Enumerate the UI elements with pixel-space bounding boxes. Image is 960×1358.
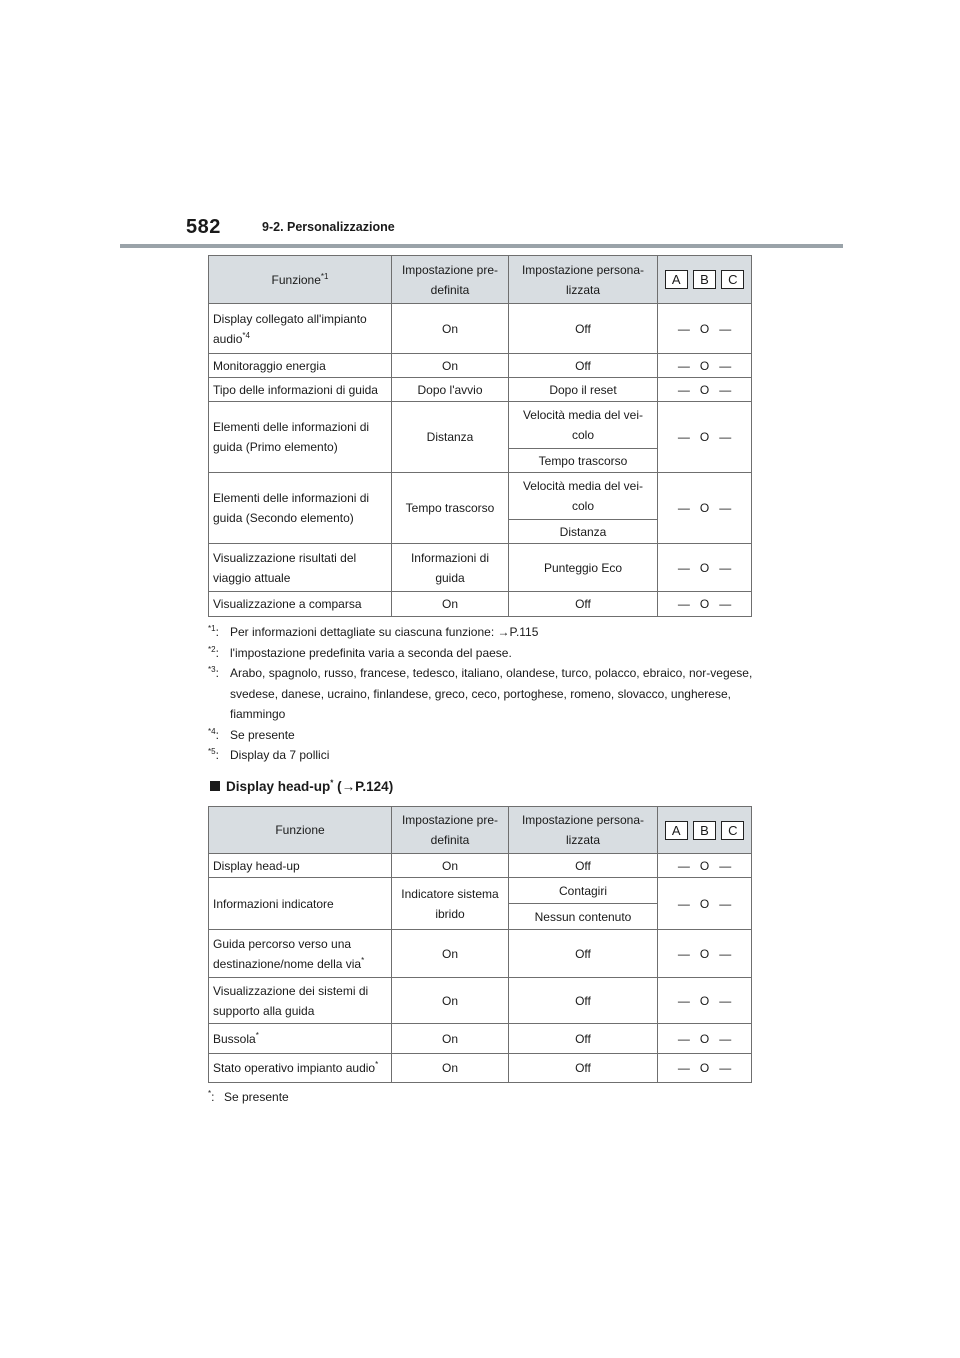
col-c-icon: C: [721, 270, 744, 289]
cell-default: Tempo trascorso: [392, 473, 509, 544]
table-row: [209, 544, 752, 592]
cell-funzione: Visualizzazione dei sistemi di supporto alla guida: [209, 978, 392, 1024]
cell-custom: Off: [509, 854, 658, 878]
col-header-custom: Impostazione persona-lizzata: [509, 807, 658, 854]
col-c-icon: C: [721, 821, 744, 840]
col-header-custom: Impostazione persona-lizzata: [509, 256, 658, 304]
footnote: $^{*5}$: Display da 7 pollici: [208, 747, 330, 762]
cell-custom: Tempo trascorso: [509, 449, 658, 473]
table-row: [209, 978, 752, 1024]
col-header-funzione: Funzione$^{*1}$: [209, 256, 392, 304]
cell-default: On: [392, 304, 509, 354]
table-row: [209, 402, 752, 449]
table-row: [209, 1024, 752, 1054]
cell-custom: Off: [509, 304, 658, 354]
section-title: 9-2. Personalizzazione: [262, 220, 395, 234]
table-row: [209, 473, 752, 520]
footnote: $^{*2}$: l'impostazione predefinita varia a seconda del paese.: [208, 644, 512, 660]
cell-default: On: [392, 592, 509, 617]
cell-custom: Velocità media del vei-colo: [509, 473, 658, 520]
cell-custom: Off: [509, 978, 658, 1024]
table-header-row: [209, 807, 752, 854]
cell-custom: Off: [509, 354, 658, 378]
cell-default: Distanza: [392, 402, 509, 473]
cell-custom: Off: [509, 1024, 658, 1054]
cell-funzione: Elementi delle informazioni di guida (Secondo elemento): [209, 473, 392, 544]
cell-default: Dopo l'avvio: [392, 378, 509, 402]
cell-funzione: Monitoraggio energia: [209, 354, 392, 378]
cell-custom: Distanza: [509, 520, 658, 544]
cell-custom: Off: [509, 592, 658, 617]
cell-custom: Off: [509, 1054, 658, 1083]
cell-funzione: Guida percorso verso una destinazione/nome della via*: [209, 930, 392, 978]
table-row: [209, 592, 752, 617]
cell-custom: Nessun contenuto: [509, 904, 658, 930]
footnotes-1: [208, 622, 758, 766]
cell-default: On: [392, 1024, 509, 1054]
cell-abc: — O —: [658, 1054, 752, 1083]
cell-funzione: Bussola*: [209, 1024, 392, 1054]
cell-default: Indicatore sistema ibrido: [392, 878, 509, 930]
cell-custom: Velocità media del vei-colo: [509, 402, 658, 449]
square-bullet-icon: [210, 781, 220, 791]
cell-funzione: Informazioni indicatore: [209, 878, 392, 930]
table-row: [209, 854, 752, 878]
cell-funzione: Stato operativo impianto audio*: [209, 1054, 392, 1083]
cell-abc: — O —: [658, 1024, 752, 1054]
cell-custom: Contagiri: [509, 878, 658, 904]
table-row: [209, 304, 752, 354]
cell-abc: — O —: [658, 402, 752, 473]
col-b-icon: B: [693, 270, 716, 289]
cell-default: On: [392, 978, 509, 1024]
col-header-abc: [658, 256, 752, 304]
footnote: $^{*1}$: Per informazioni dettagliate su ciascuna funzione: →P.115: [208, 624, 539, 639]
cell-funzione: Visualizzazione a comparsa: [209, 592, 392, 617]
page-number: 582: [186, 216, 221, 238]
cell-abc: — O —: [658, 378, 752, 402]
cell-abc: — O —: [658, 854, 752, 878]
col-b-icon: B: [693, 821, 716, 840]
cell-funzione: Tipo delle informazioni di guida: [209, 378, 392, 402]
cell-default: On: [392, 930, 509, 978]
cell-abc: — O —: [658, 930, 752, 978]
table-row: [209, 1054, 752, 1083]
cell-funzione: Display collegato all'impianto audio$^{*4}$: [209, 304, 392, 354]
table-header-row: [209, 256, 752, 304]
cell-abc: — O —: [658, 544, 752, 592]
settings-table-2: [208, 806, 752, 1083]
cell-default: Informazioni di guida: [392, 544, 509, 592]
cell-abc: — O —: [658, 592, 752, 617]
cell-default: On: [392, 354, 509, 378]
cell-abc: — O —: [658, 878, 752, 930]
cell-abc: — O —: [658, 978, 752, 1024]
cell-funzione: Visualizzazione risultati del viaggio attuale: [209, 544, 392, 592]
cell-custom: Dopo il reset: [509, 378, 658, 402]
col-header-funzione: Funzione: [209, 807, 392, 854]
cell-abc: — O —: [658, 354, 752, 378]
header-rule: [120, 244, 843, 248]
table-row: [209, 930, 752, 978]
settings-table-1: [208, 255, 752, 617]
cell-abc: — O —: [658, 473, 752, 544]
section-heading-head-up: Display head-up* (→P.124): [210, 779, 393, 794]
footnote: *: Se presente: [208, 1089, 289, 1104]
col-a-icon: A: [665, 821, 688, 840]
cell-funzione: Elementi delle informazioni di guida (Primo elemento): [209, 402, 392, 473]
footnote: $^{*3}$: Arabo, spagnolo, russo, francese, tedesco, italiano, olandese, turco, polacco, ebraico, nor-vegese, svedese, danese, ucraino, finlandese, greco, ceco, portoghese, romeno, slovacco, ungherese, fiammingo: [208, 665, 753, 721]
col-header-default: Impostazione pre-definita: [392, 256, 509, 304]
col-header-abc: [658, 807, 752, 854]
col-a-icon: A: [665, 270, 688, 289]
cell-abc: — O —: [658, 304, 752, 354]
footnote: $^{*4}$: Se presente: [208, 726, 295, 742]
footnotes-2: [208, 1087, 758, 1108]
cell-default: On: [392, 1054, 509, 1083]
table-row: [209, 878, 752, 904]
cell-funzione: Display head-up: [209, 854, 392, 878]
cell-default: On: [392, 854, 509, 878]
cell-custom: Off: [509, 930, 658, 978]
cell-custom: Punteggio Eco: [509, 544, 658, 592]
table-row: [209, 354, 752, 378]
col-header-default: Impostazione pre-definita: [392, 807, 509, 854]
table-row: [209, 378, 752, 402]
